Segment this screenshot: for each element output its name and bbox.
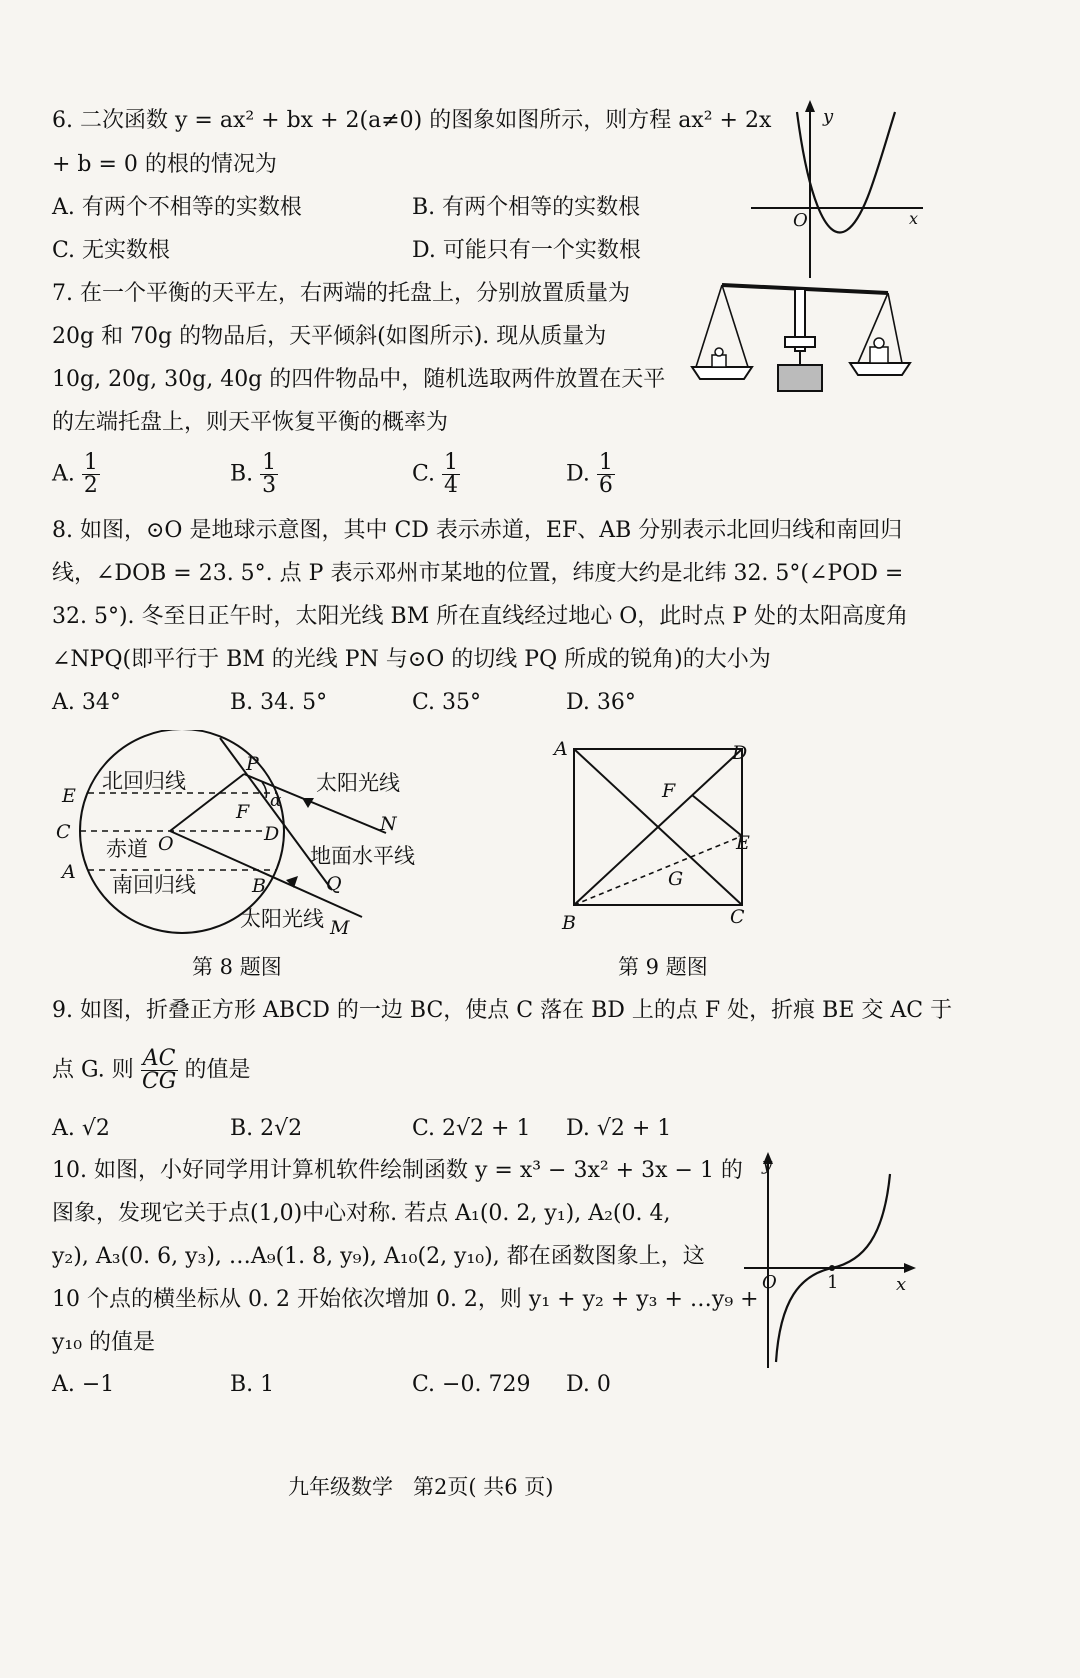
- q9-point-b: B: [562, 912, 576, 934]
- q7-option-b: B. $\frac{1}{3}$: [230, 450, 277, 498]
- q8-point-a: A: [62, 861, 76, 883]
- q7-line-3: 10g, 20g, 30g, 40g 的四件物品中，随机选取两件放置在天平: [52, 367, 666, 392]
- q10-x-label: x: [896, 1274, 907, 1295]
- q7-option-d: D. $\frac{1}{6}$: [566, 450, 613, 498]
- q6-origin-label: O: [793, 210, 808, 231]
- q9-option-c: C. 2√2 + 1: [412, 1116, 531, 1141]
- q10-y-label: y: [762, 1154, 773, 1175]
- q9-option-a: A. √2: [52, 1116, 110, 1141]
- q9-option-d: D. √2 + 1: [566, 1116, 672, 1141]
- q8-option-c: C. 35°: [412, 690, 482, 715]
- q7-option-a: A. $\frac{1}{2}$: [52, 450, 98, 498]
- q8-ground-label: 地面水平线: [310, 844, 415, 868]
- q8-tropic-south-label: 南回归线: [112, 873, 196, 897]
- q8-point-q: Q: [326, 873, 342, 895]
- q6-line-2: + b = 0 的根的情况为: [52, 152, 277, 177]
- q10-line-4: 10 个点的横坐标从 0. 2 开始依次增加 0. 2，则 y₁ + y₂ + y₃ + …y₉ +: [52, 1287, 759, 1312]
- q7-balance-figure: [690, 275, 915, 400]
- q9-point-c: C: [730, 906, 745, 928]
- q10-one-label: 1: [827, 1272, 839, 1293]
- q9-line-1: 9. 如图，折叠正方形 ABCD 的一边 BC，使点 C 落在 BD 上的点 F 处，折痕 BE 交 AC 于: [52, 998, 953, 1023]
- q6-option-c: C. 无实数根: [52, 238, 171, 263]
- q8-line-3: 32. 5°). 冬至日正午时，太阳光线 BM 所在直线经过地心 O，此时点 P 处的太阳高度角: [52, 604, 909, 629]
- q9-point-d: D: [732, 742, 748, 764]
- q7-line-1: 7. 在一个平衡的天平左，右两端的托盘上，分别放置质量为: [52, 281, 630, 306]
- q8-point-e: E: [62, 785, 76, 807]
- q9-square-figure: [550, 735, 770, 935]
- q8-tropic-north-label: 北回归线: [102, 769, 186, 793]
- q10-option-b: B. 1: [230, 1372, 275, 1397]
- q6-option-d: D. 可能只有一个实数根: [412, 238, 641, 263]
- q8-alpha-label: α: [270, 791, 282, 811]
- q9-point-g: G: [668, 868, 684, 890]
- q10-line-3: y₂), A₃(0. 6, y₃), …A₉(1. 8, y₉), A₁₀(2, y₁₀), 都在函数图象上，这: [52, 1244, 705, 1269]
- q8-point-b: B: [252, 875, 266, 897]
- q6-y-label: y: [823, 106, 834, 127]
- q9-line-2: 点 G. 则 $\frac{AC}{CG}$ 的值是: [52, 1046, 251, 1094]
- q7-line-4: 的左端托盘上，则天平恢复平衡的概率为: [52, 410, 449, 435]
- q8-sunlight-bottom-label: 太阳光线: [240, 907, 324, 931]
- q8-point-n: N: [380, 813, 397, 835]
- q10-origin-label: O: [762, 1272, 777, 1293]
- q7-option-c: C. $\frac{1}{4}$: [412, 450, 459, 498]
- q8-point-o: O: [158, 833, 174, 855]
- q9-option-b: B. 2√2: [230, 1116, 303, 1141]
- q8-sunlight-top-label: 太阳光线: [316, 771, 400, 795]
- q10-option-c: C. −0. 729: [412, 1372, 531, 1397]
- page-footer: 九年级数学 第2页( 共6 页): [288, 1475, 554, 1499]
- q8-caption: 第 8 题图: [192, 955, 282, 979]
- q6-x-label: x: [909, 209, 919, 228]
- q8-point-d: D: [264, 823, 280, 845]
- q7-line-2: 20g 和 70g 的物品后，天平倾斜(如图所示). 现从质量为: [52, 324, 607, 349]
- q6-parabola-figure: [745, 100, 925, 280]
- q8-point-f: F: [236, 801, 250, 823]
- q9-point-e: E: [736, 832, 750, 854]
- q8-point-m: M: [330, 917, 350, 939]
- q9-point-f: F: [662, 780, 676, 802]
- q8-option-a: A. 34°: [52, 690, 121, 715]
- q9-caption: 第 9 题图: [618, 955, 708, 979]
- q8-option-b: B. 34. 5°: [230, 690, 328, 715]
- q6-line-1: 6. 二次函数 y = ax² + bx + 2(a≠0) 的图象如图所示，则方程 ax² + 2x: [52, 108, 772, 133]
- q8-point-p: P: [246, 753, 259, 775]
- q6-option-b: B. 有两个相等的实数根: [412, 195, 641, 220]
- q10-line-1: 10. 如图，小好同学用计算机软件绘制函数 y = x³ − 3x² + 3x − 1 的: [52, 1158, 743, 1183]
- q8-equator-label: 赤道: [106, 837, 148, 861]
- q8-line-4: ∠NPQ(即平行于 BM 的光线 PN 与⊙O 的切线 PQ 所成的锐角)的大小为: [52, 647, 771, 672]
- q10-cubic-figure: [740, 1150, 920, 1370]
- q8-line-1: 8. 如图，⊙O 是地球示意图，其中 CD 表示赤道，EF、AB 分别表示北回归线和南回归: [52, 518, 903, 543]
- q10-option-a: A. −1: [52, 1372, 115, 1397]
- q8-earth-figure: [40, 730, 460, 940]
- q9-point-a: A: [554, 738, 568, 760]
- q8-point-c: C: [56, 821, 71, 843]
- q10-line-2: 图象，发现它关于点(1,0)中心对称. 若点 A₁(0. 2, y₁), A₂(0. 4,: [52, 1201, 671, 1226]
- q6-option-a: A. 有两个不相等的实数根: [52, 195, 302, 220]
- q8-line-2: 线，∠DOB = 23. 5°. 点 P 表示邓州市某地的位置，纬度大约是北纬 32. 5°(∠POD =: [52, 561, 904, 586]
- q10-option-d: D. 0: [566, 1372, 611, 1397]
- q10-line-5: y₁₀ 的值是: [52, 1330, 156, 1355]
- q8-option-d: D. 36°: [566, 690, 636, 715]
